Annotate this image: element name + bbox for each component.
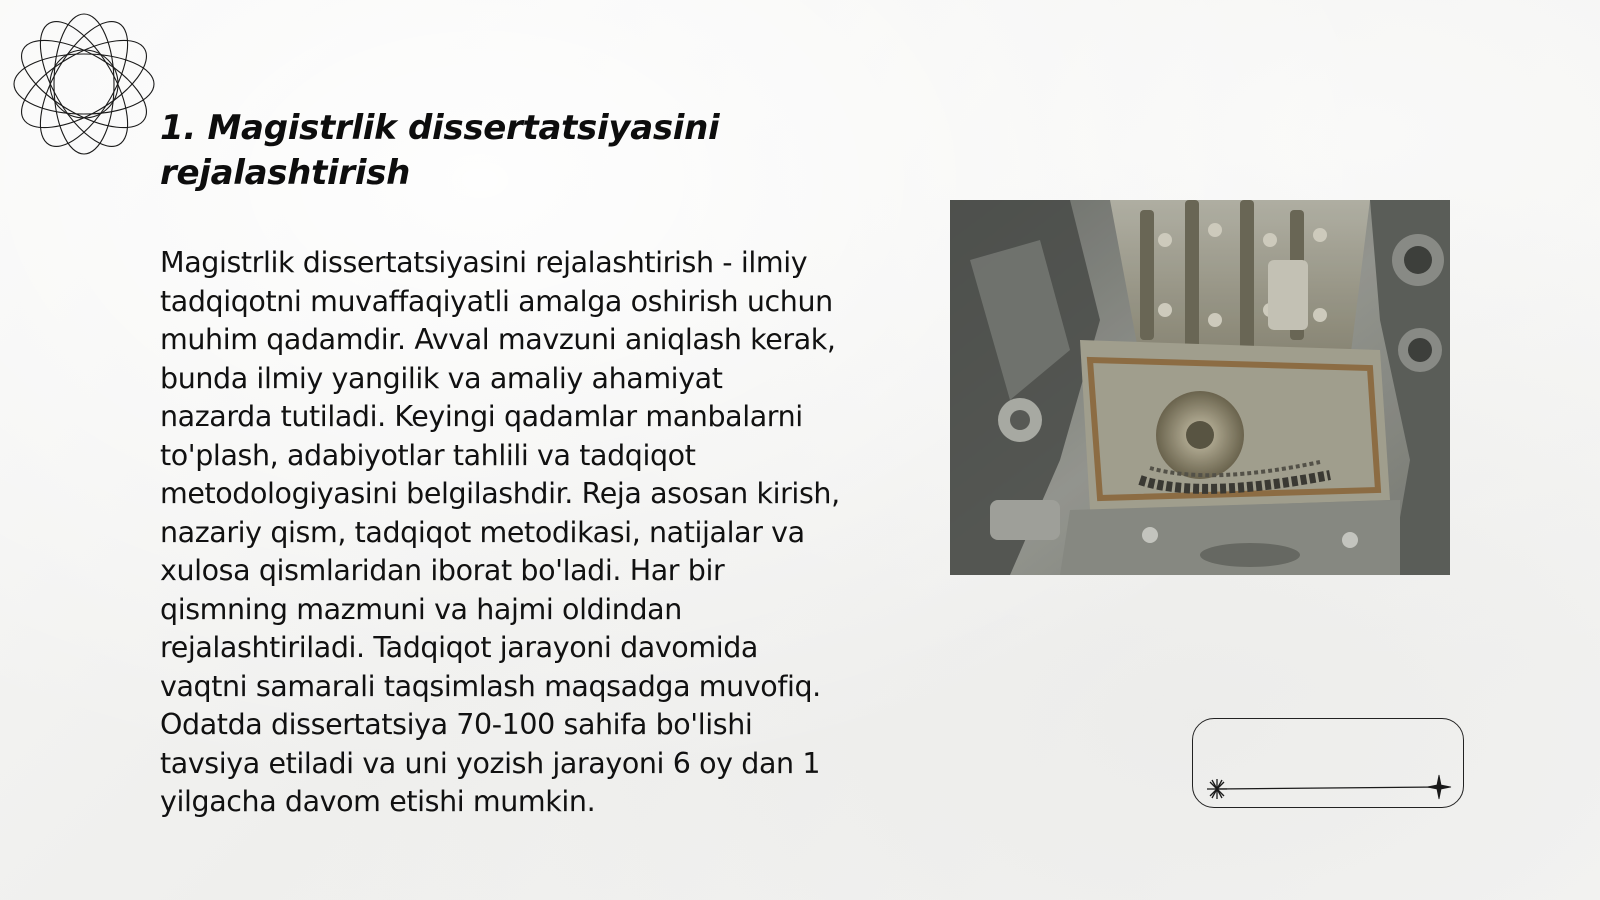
wireframe-sphere-icon [10,10,158,158]
star-line-pill-icon [1192,718,1464,808]
engine-photo [950,200,1450,575]
slide-title: 1. Magistrlik dissertatsiyasini rejalashtirish [160,108,720,193]
slide-body-text: Magistrlik dissertatsiyasini rejalashtirish - ilmiy tadqiqotni muvaffaqiyatli amalga oshirish uchun muhim qadamdir. Avval mavzuni aniqlash kerak, bunda ilmiy yangilik va amaliy ahamiyat nazarda tutiladi. Keyingi qadamlar manbalarni to'plash, adabiyotlar tahlili va tadqiqot metodologiyasini belgilashdir. Reja asosan kirish, nazariy qism, tadqiqot metodikasi, natijalar va xulosa qismlaridan iborat bo'ladi. Har bir qismning mazmuni va hajmi oldindan rejalashtiriladi. Tadqiqot jarayoni davomida vaqtni samarali taqsimlash maqsadga muvofiq. Odatda dissertatsiya 70-100 sahifa bo'lishi tavsiya etiladi va uni yozish jarayoni 6 oy dan 1 yilgacha davom etishi mumkin. [160,246,840,818]
